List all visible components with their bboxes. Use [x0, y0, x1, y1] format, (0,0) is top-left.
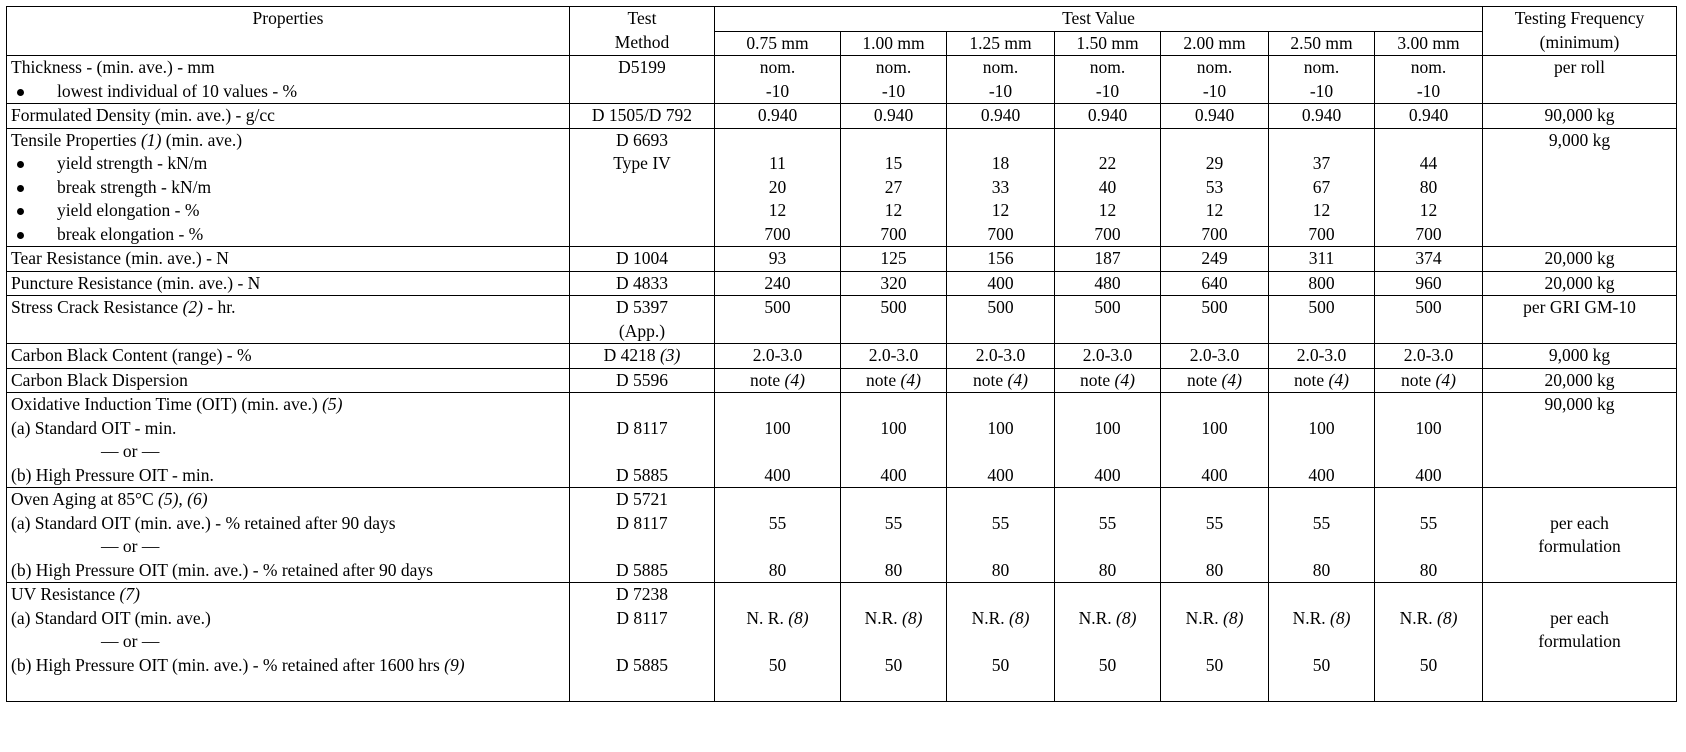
value-cell: nom. -10: [715, 56, 841, 104]
value-cell: 2.0-3.0: [1375, 344, 1483, 369]
value-cell: 0.940: [841, 104, 947, 129]
value-cell: N.R. (8) 50: [1055, 583, 1161, 702]
bullet-item: yield elongation - %: [11, 199, 565, 223]
property-cell: Stress Crack Resistance (2) - hr.: [7, 296, 570, 344]
value-cell: note (4): [715, 368, 841, 393]
frequency-cell: 9,000 kg: [1483, 128, 1677, 247]
value-cell: 11 20 12 700: [715, 128, 841, 247]
bullet-item: break strength - kN/m: [11, 176, 565, 200]
frequency-cell: 20,000 kg: [1483, 368, 1677, 393]
value-cell: 500: [1161, 296, 1269, 344]
value-cell: 500: [947, 296, 1055, 344]
method-cell: D 8117 D 5885: [570, 393, 715, 488]
header-thickness: 2.00 mm: [1161, 31, 1269, 56]
value-cell: 93: [715, 247, 841, 272]
value-cell: nom. -10: [947, 56, 1055, 104]
value-cell: 55 80: [1055, 488, 1161, 583]
header-testing-frequency: Testing Frequency (minimum): [1483, 7, 1677, 56]
value-cell: 500: [1055, 296, 1161, 344]
value-cell: 320: [841, 271, 947, 296]
method-cell: D 5721 D 8117 D 5885: [570, 488, 715, 583]
value-cell: note (4): [1375, 368, 1483, 393]
value-cell: 0.940: [947, 104, 1055, 129]
value-cell: 0.940: [1375, 104, 1483, 129]
value-cell: 960: [1375, 271, 1483, 296]
value-cell: 100 400: [1161, 393, 1269, 488]
value-cell: 100 400: [841, 393, 947, 488]
value-cell: nom. -10: [1375, 56, 1483, 104]
value-cell: N.R. (8) 50: [947, 583, 1055, 702]
value-cell: 2.0-3.0: [947, 344, 1055, 369]
value-cell: 37 67 12 700: [1269, 128, 1375, 247]
method-cell: D 4218 (3): [570, 344, 715, 369]
value-cell: N.R. (8) 50: [1269, 583, 1375, 702]
value-cell: nom. -10: [1269, 56, 1375, 104]
method-cell: D5199: [570, 56, 715, 104]
value-cell: 640: [1161, 271, 1269, 296]
value-cell: 2.0-3.0: [1055, 344, 1161, 369]
header-thickness: 3.00 mm: [1375, 31, 1483, 56]
bullet-item: yield strength - kN/m: [11, 152, 565, 176]
header-thickness: 1.50 mm: [1055, 31, 1161, 56]
value-cell: note (4): [1269, 368, 1375, 393]
property-cell: Tear Resistance (min. ave.) - N: [7, 247, 570, 272]
frequency-cell: 20,000 kg: [1483, 271, 1677, 296]
table-row-carbon-black-dispersion: [7, 368, 1677, 393]
table-row-oven-aging: [7, 488, 1677, 583]
table-row-oit: [7, 393, 1677, 488]
property-cell: Carbon Black Content (range) - %: [7, 344, 570, 369]
value-cell: note (4): [947, 368, 1055, 393]
property-cell: Formulated Density (min. ave.) - g/cc: [7, 104, 570, 129]
value-cell: 500: [1269, 296, 1375, 344]
value-cell: 500: [715, 296, 841, 344]
table-row-carbon-black-content: [7, 344, 1677, 369]
header-thickness: 0.75 mm: [715, 31, 841, 56]
method-cell: D 4833: [570, 271, 715, 296]
value-cell: N. R. (8) 50: [715, 583, 841, 702]
value-cell: 100 400: [1269, 393, 1375, 488]
header-test-value: Test Value: [715, 7, 1483, 32]
value-cell: 100 400: [1055, 393, 1161, 488]
value-cell: 400: [947, 271, 1055, 296]
frequency-cell: 90,000 kg: [1483, 393, 1677, 488]
value-cell: 44 80 12 700: [1375, 128, 1483, 247]
header-thickness: 2.50 mm: [1269, 31, 1375, 56]
value-cell: 800: [1269, 271, 1375, 296]
header-properties: Properties: [7, 7, 570, 56]
value-cell: 187: [1055, 247, 1161, 272]
value-cell: 0.940: [1055, 104, 1161, 129]
frequency-cell: per GRI GM-10: [1483, 296, 1677, 344]
frequency-cell: 9,000 kg: [1483, 344, 1677, 369]
value-cell: 55 80: [1269, 488, 1375, 583]
value-cell: 55 80: [715, 488, 841, 583]
value-cell: 55 80: [1375, 488, 1483, 583]
bullet-item: lowest individual of 10 values - %: [11, 80, 565, 104]
value-cell: 125: [841, 247, 947, 272]
frequency-cell: 20,000 kg: [1483, 247, 1677, 272]
value-cell: 15 27 12 700: [841, 128, 947, 247]
value-cell: 2.0-3.0: [1269, 344, 1375, 369]
value-cell: note (4): [1055, 368, 1161, 393]
header-thickness: 1.00 mm: [841, 31, 947, 56]
frequency-cell: 90,000 kg: [1483, 104, 1677, 129]
value-cell: 311: [1269, 247, 1375, 272]
table-row-stress-crack: [7, 296, 1677, 344]
property-cell: Oven Aging at 85°C (5), (6) (a) Standard OIT (min. ave.) - % retained after 90 days — or — (b) High Pressure OIT (min. ave.) - % retained after 90 days: [7, 488, 570, 583]
value-cell: 480: [1055, 271, 1161, 296]
value-cell: note (4): [841, 368, 947, 393]
value-cell: 100 400: [715, 393, 841, 488]
frequency-cell: per each formulation: [1483, 488, 1677, 583]
value-cell: N.R. (8) 50: [841, 583, 947, 702]
table-row-density: [7, 104, 1677, 129]
method-cell: D 7238 D 8117 D 5885: [570, 583, 715, 702]
method-cell: D 6693 Type IV: [570, 128, 715, 247]
property-cell: Puncture Resistance (min. ave.) - N: [7, 271, 570, 296]
method-cell: D 1004: [570, 247, 715, 272]
value-cell: 500: [1375, 296, 1483, 344]
method-cell: D 5596: [570, 368, 715, 393]
value-cell: 100 400: [947, 393, 1055, 488]
frequency-cell: per each formulation: [1483, 583, 1677, 702]
table-row-puncture: [7, 271, 1677, 296]
bullet-item: break elongation - %: [11, 223, 565, 247]
value-cell: nom. -10: [841, 56, 947, 104]
value-cell: 2.0-3.0: [1161, 344, 1269, 369]
method-cell: D 5397 (App.): [570, 296, 715, 344]
table-row-tear: [7, 247, 1677, 272]
value-cell: N.R. (8) 50: [1375, 583, 1483, 702]
value-cell: 2.0-3.0: [715, 344, 841, 369]
value-cell: 156: [947, 247, 1055, 272]
table-row-uv-resistance: [7, 583, 1677, 702]
value-cell: nom. -10: [1161, 56, 1269, 104]
value-cell: 500: [841, 296, 947, 344]
header-test-method: Test Method: [570, 7, 715, 56]
value-cell: 55 80: [947, 488, 1055, 583]
value-cell: 29 53 12 700: [1161, 128, 1269, 247]
value-cell: N.R. (8) 50: [1161, 583, 1269, 702]
value-cell: note (4): [1161, 368, 1269, 393]
value-cell: 22 40 12 700: [1055, 128, 1161, 247]
value-cell: 0.940: [1161, 104, 1269, 129]
table-row-tensile: [7, 128, 1677, 247]
property-cell: Thickness - (min. ave.) - mm lowest individual of 10 values - %: [7, 56, 570, 104]
value-cell: 0.940: [1269, 104, 1375, 129]
property-cell: UV Resistance (7) (a) Standard OIT (min. ave.) — or — (b) High Pressure OIT (min. ave.) - % retained after 1600 hrs (9): [7, 583, 570, 702]
frequency-cell: per roll: [1483, 56, 1677, 104]
table-row-thickness: [7, 56, 1677, 104]
value-cell: 0.940: [715, 104, 841, 129]
value-cell: 55 80: [1161, 488, 1269, 583]
value-cell: 2.0-3.0: [841, 344, 947, 369]
specification-table: [6, 6, 1677, 702]
method-cell: D 1505/D 792: [570, 104, 715, 129]
property-cell: Oxidative Induction Time (OIT) (min. ave.) (5) (a) Standard OIT - min. — or — (b) High Pressure OIT - min.: [7, 393, 570, 488]
value-cell: 240: [715, 271, 841, 296]
property-cell: Tensile Properties (1) (min. ave.) yield strength - kN/m break strength - kN/m yield elongation - % break elongation - %: [7, 128, 570, 247]
value-cell: 55 80: [841, 488, 947, 583]
value-cell: 18 33 12 700: [947, 128, 1055, 247]
value-cell: 249: [1161, 247, 1269, 272]
value-cell: nom. -10: [1055, 56, 1161, 104]
header-thickness: 1.25 mm: [947, 31, 1055, 56]
property-cell: Carbon Black Dispersion: [7, 368, 570, 393]
value-cell: 374: [1375, 247, 1483, 272]
header-row-1: [7, 7, 1677, 32]
value-cell: 100 400: [1375, 393, 1483, 488]
